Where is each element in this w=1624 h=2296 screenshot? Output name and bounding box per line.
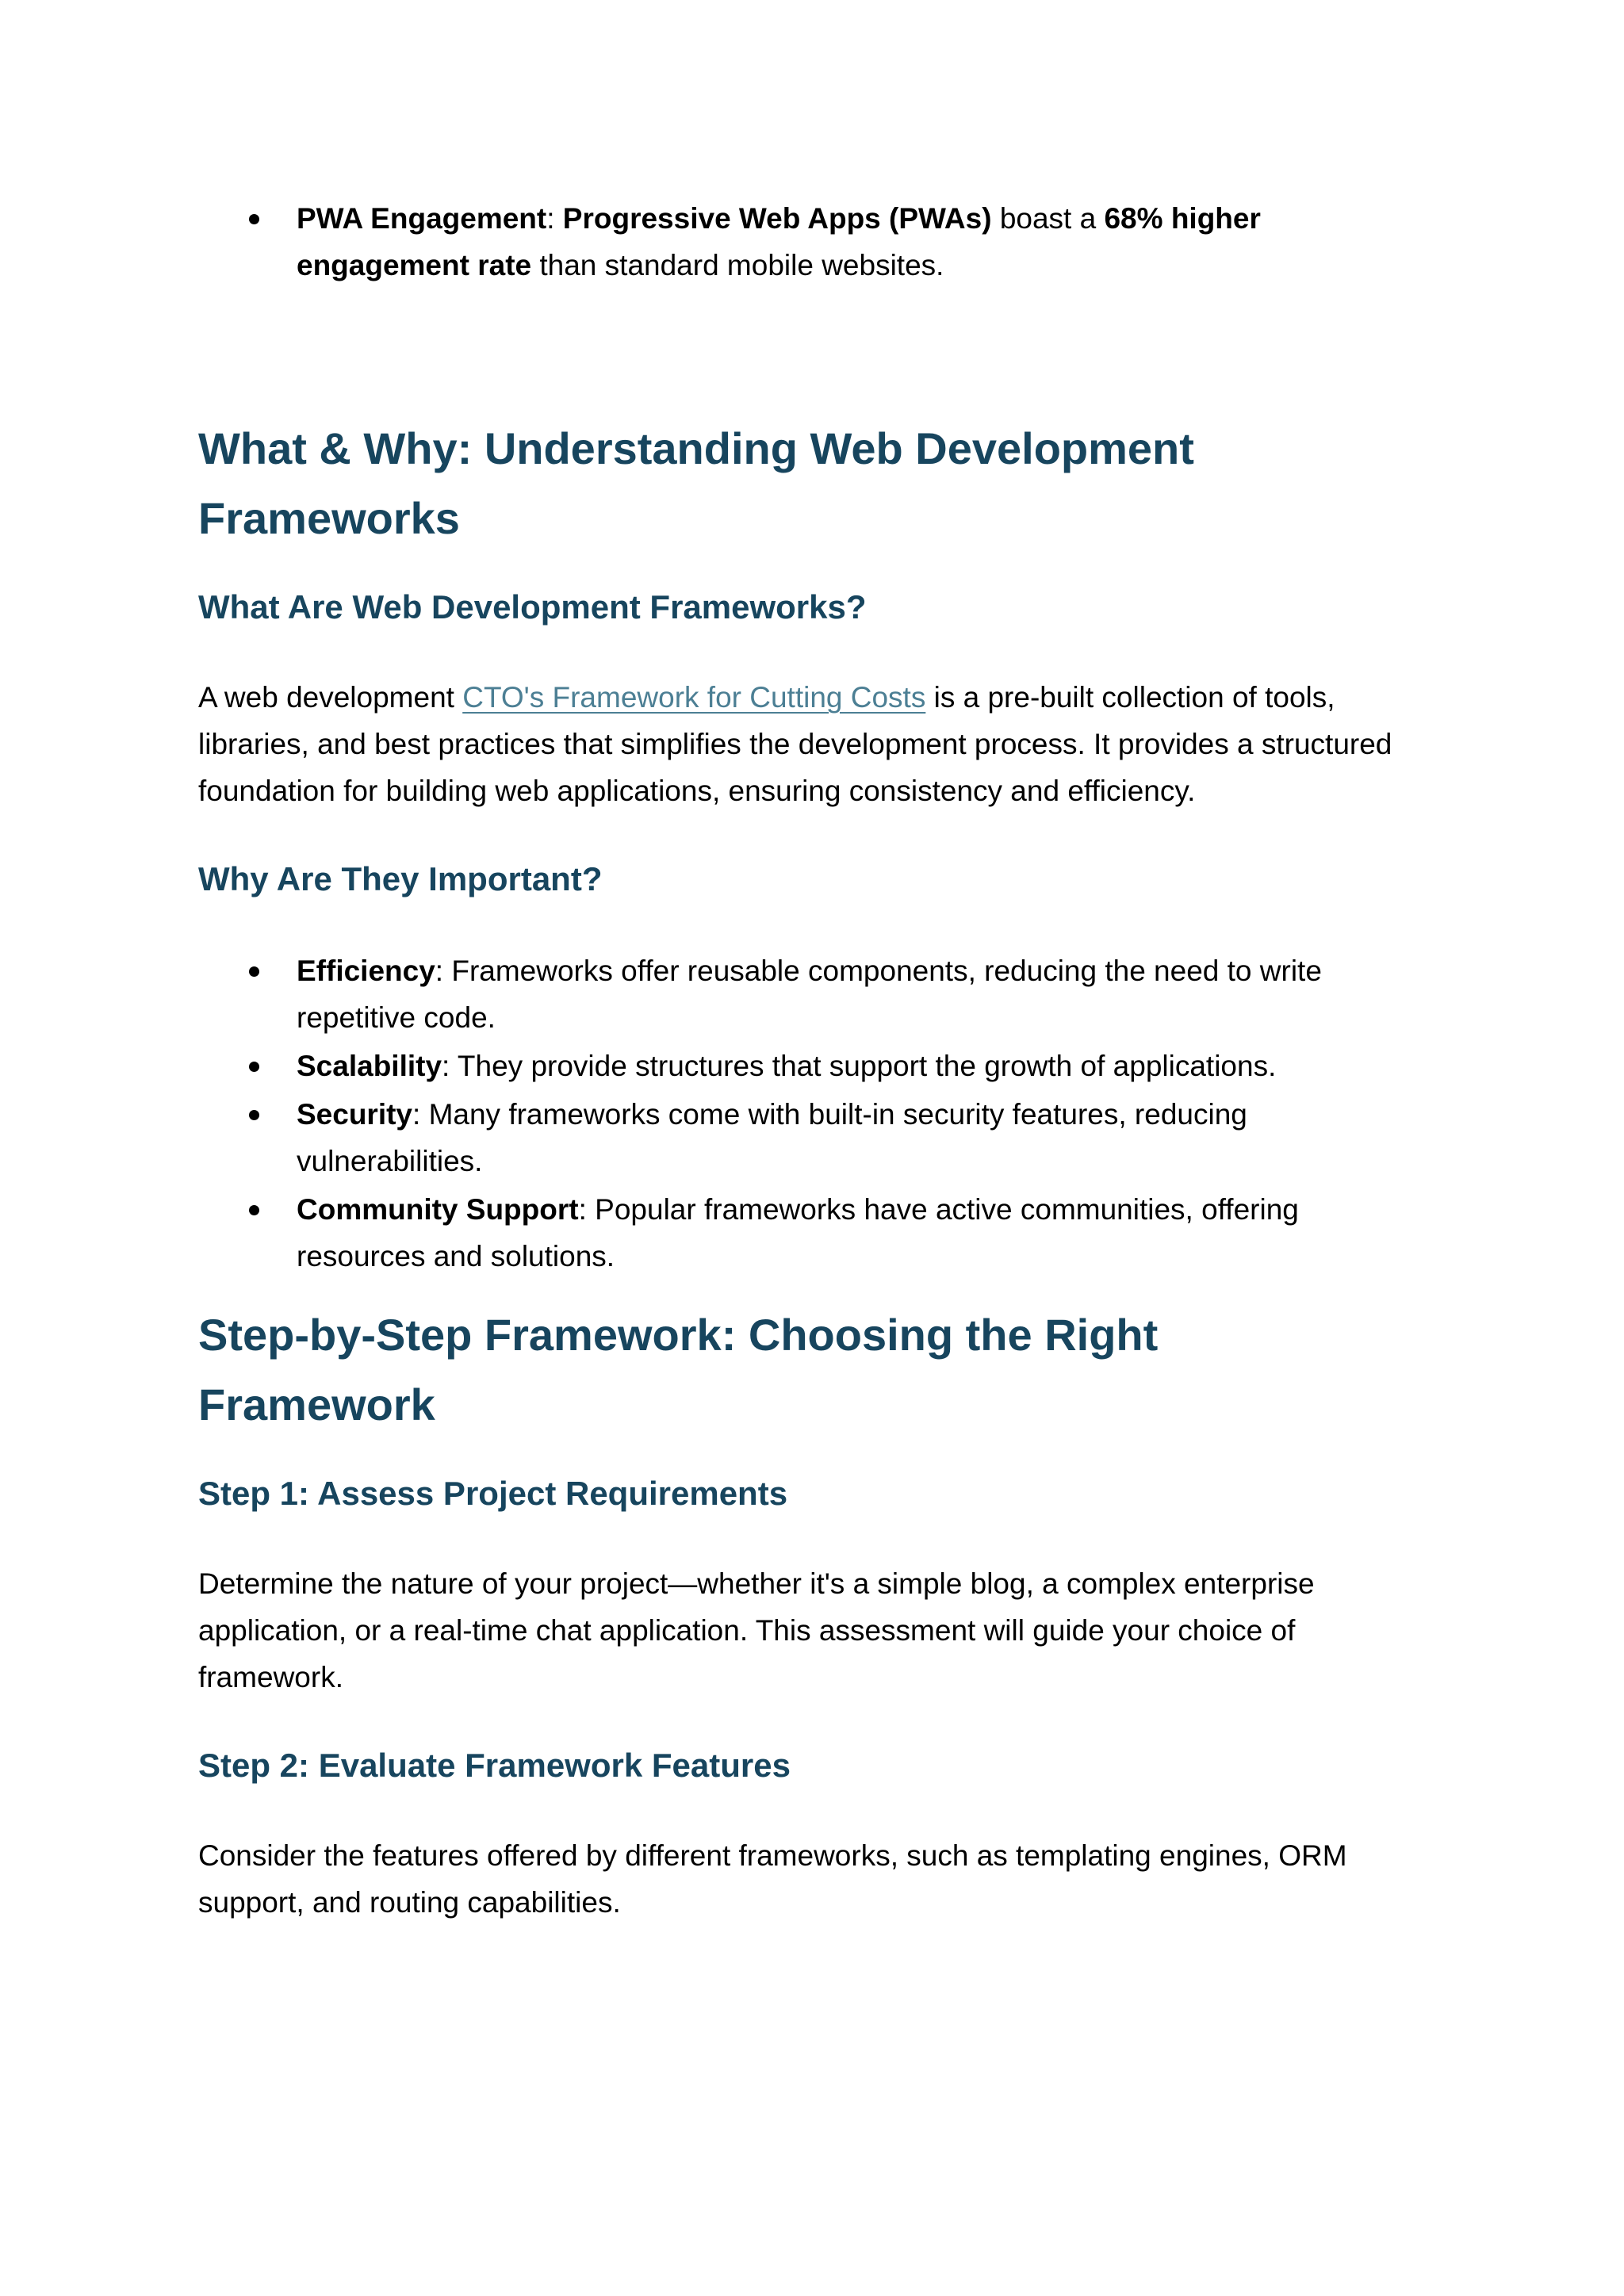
item-text: : Popular frameworks have active communities, offering resources and solutions. <box>297 1193 1299 1272</box>
step-2-paragraph: Consider the features offered by different frameworks, such as templating engines, ORM support, and routing capabilities. <box>198 1839 1347 1919</box>
section-heading-step-by-step: Step-by-Step Framework: Choosing the Right Framework <box>198 1310 1159 1429</box>
list-item <box>198 195 1434 289</box>
item-bold-stat: 68% higher engagement rate <box>297 202 1261 281</box>
item-separator: : <box>546 202 563 235</box>
item-text: : Frameworks offer reusable components, reducing the need to write repetitive code. <box>297 955 1322 1034</box>
list-item <box>198 1091 1434 1184</box>
bullet-icon <box>249 1205 259 1215</box>
item-term: Community Support <box>297 1193 579 1226</box>
list-item <box>198 947 1434 1041</box>
framework-link[interactable]: CTO's Framework for Cutting Costs <box>462 681 926 714</box>
section-heading-what-why: What & Why: Understanding Web Development Frameworks <box>198 423 1194 543</box>
subheading-why-important: Why Are They Important? <box>198 860 603 897</box>
list-item <box>198 1186 1434 1280</box>
paragraph-text: A web development <box>198 681 463 714</box>
bullet-icon <box>249 966 259 977</box>
definition-paragraph <box>198 674 1434 814</box>
subheading-what-are: What Are Web Development Frameworks? <box>198 588 867 626</box>
paragraph-text: is a pre-built collection of tools, libraries, and best practices that simplifies the development process. It provides a structured foundation for building web applications, ensuring consistency and efficiency. <box>198 681 1392 807</box>
bullet-icon <box>249 1110 259 1120</box>
item-term: Security <box>297 1098 413 1131</box>
item-text: : They provide structures that support the growth of applications. <box>442 1050 1277 1082</box>
stats-list <box>198 195 1434 289</box>
item-text: : Many frameworks come with built-in security features, reducing vulnerabilities. <box>297 1098 1247 1177</box>
item-bold-phrase: Progressive Web Apps (PWAs) <box>562 202 992 235</box>
list-item <box>198 1043 1434 1089</box>
subheading-step-1: Step 1: Assess Project Requirements <box>198 1475 788 1512</box>
bullet-icon <box>249 1062 259 1072</box>
item-text: than standard mobile websites. <box>531 249 944 281</box>
item-text: boast a <box>991 202 1105 235</box>
step-1-paragraph: Determine the nature of your project—whether it's a simple blog, a complex enterprise application, or a real-time chat application. This assessment will guide your choice of framework. <box>198 1567 1315 1693</box>
item-term: Scalability <box>297 1050 442 1082</box>
item-term: PWA Engagement <box>297 202 547 235</box>
item-term: Efficiency <box>297 955 435 987</box>
subheading-step-2: Step 2: Evaluate Framework Features <box>198 1747 791 1784</box>
importance-list <box>198 947 1434 1280</box>
bullet-icon <box>249 214 259 224</box>
